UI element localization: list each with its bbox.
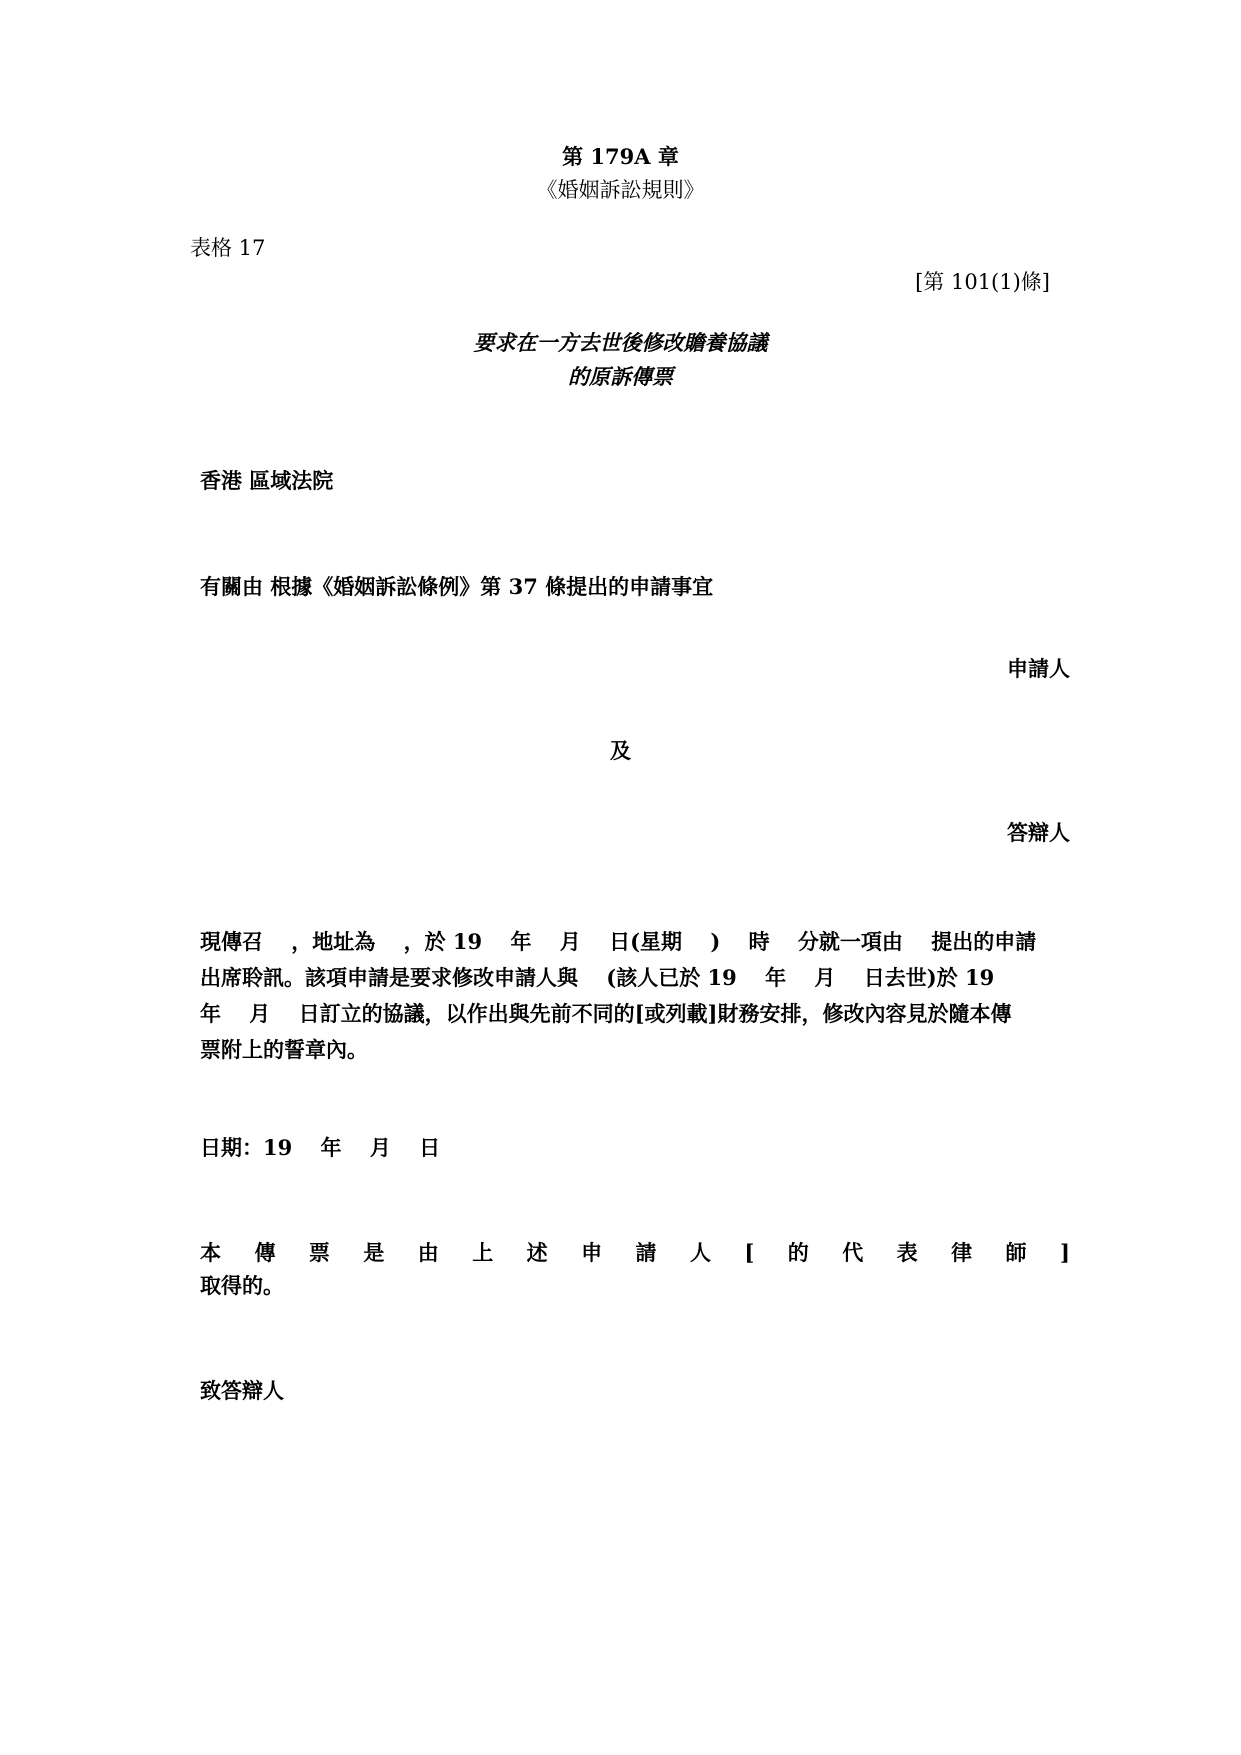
issued-by-char: 票 — [308, 1240, 330, 1265]
issued-by-char: [ — [744, 1240, 755, 1265]
summons-body-line3: 年 月 日訂立的協議，以作出與先前不同的[或列載]財務安排，修改內容見於隨本傳 — [200, 1001, 1012, 1026]
issued-by-char: 申 — [581, 1240, 603, 1265]
issued-by-char: 師 — [1005, 1240, 1027, 1265]
rule-reference: [第 101(1)條] — [915, 270, 1050, 294]
issued-by-char: 律 — [951, 1240, 973, 1265]
issued-by-char: 代 — [842, 1240, 864, 1265]
form-number: 表格 17 — [190, 236, 266, 260]
issued-by-char: 的 — [787, 1240, 809, 1265]
issued-by-char: 表 — [896, 1240, 918, 1265]
document-title-line1: 要求在一方去世後修改贍養協議 — [473, 330, 768, 355]
issued-by-line1 — [200, 1242, 1070, 1263]
applicant-label: 申請人 — [1007, 656, 1070, 681]
issued-by-char: 由 — [417, 1240, 439, 1265]
matter-line: 有關由 根據《婚姻訴訟條例》第 37 條提出的申請事宜 — [200, 574, 714, 599]
rules-title: 《婚姻訴訟規則》 — [536, 178, 705, 202]
summons-body-line2: 出席聆訊。該項申請是要求修改申請人與 (該人已於 19 年 月 日去世)於 19 — [200, 965, 995, 990]
to-respondent: 致答辯人 — [200, 1378, 284, 1403]
respondent-label: 答辯人 — [1007, 820, 1070, 845]
summons-body-line1: 現傳召 ，地址為 ，於 19 年 月 日(星期 ) 時 分就一項由 提出的申請 — [200, 929, 1037, 954]
issued-by-char: ] — [1059, 1240, 1070, 1265]
court-name: 香港 區域法院 — [200, 468, 334, 493]
issued-by-char: 人 — [689, 1240, 711, 1265]
issued-by-char: 本 — [200, 1240, 221, 1265]
issued-by-char: 上 — [472, 1240, 494, 1265]
issued-by-char: 是 — [363, 1240, 385, 1265]
issued-by-char: 述 — [526, 1240, 548, 1265]
and-label: 及 — [610, 738, 631, 763]
chapter-heading: 第 179A 章 — [562, 144, 679, 169]
issued-by-char: 請 — [635, 1240, 657, 1265]
summons-body-line4: 票附上的誓章內。 — [200, 1037, 368, 1062]
issued-by-char: 傳 — [254, 1240, 276, 1265]
document-title-line2: 的原訴傳票 — [568, 364, 673, 389]
summons-body — [200, 924, 1070, 1068]
date-line: 日期：19 年 月 日 — [200, 1135, 441, 1160]
issued-by-line2: 取得的。 — [200, 1273, 284, 1298]
